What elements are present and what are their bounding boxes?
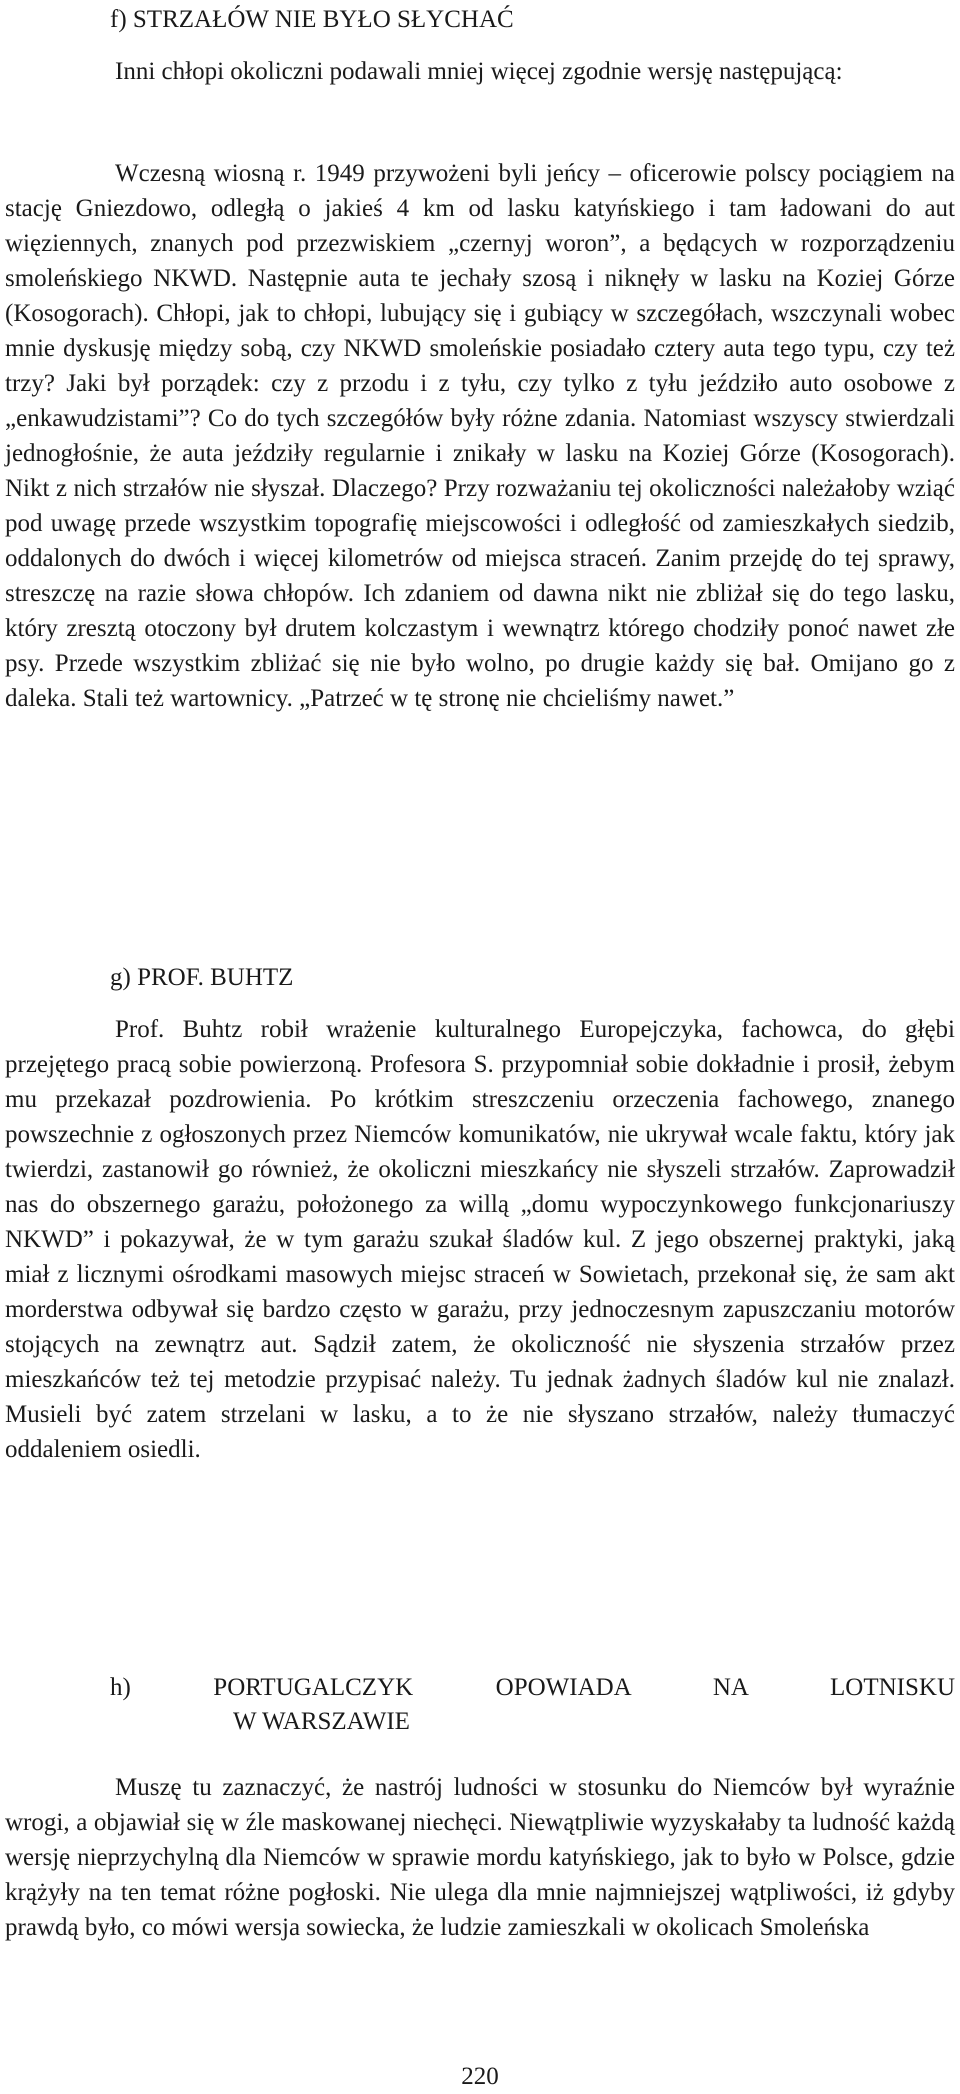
page-number: 220 — [461, 2063, 499, 2090]
section-g-heading: g) PROF. BUHTZ — [110, 964, 294, 991]
section-h-heading: h) PORTUGALCZYK OPOWIADA NA LOTNISKU — [110, 1674, 955, 1701]
section-h-body: Muszę tu zaznaczyć, że nastrój ludności w stosunku do Niemców był wyraźnie wrogi, a objawiał się w źle maskowanej niechęci. Niewątpliwie wyzyskałaby ta ludność każdą wersję nieprzychylną dla Niemców w sprawie mordu katyńskiego, jak to było w Polsce, gdzie krążyły na ten temat różne pogłoski. Nie ulega dla mnie najmniejszej wątpliwości, iż gdyby prawdą było, co mówi wersja sowiecka, że ludzie zamieszkali w okolicach Smoleńska — [5, 1774, 955, 1941]
section-h-heading-line2: W WARSZAWIE — [233, 1708, 410, 1735]
section-f-body: Wczesną wiosną r. 1949 przywożeni byli jeńcy – oficerowie polscy pociągiem na stację Gniezdowo, odległą o jakieś 4 km od lasku katyńskiego i tam ładowani do aut więziennych, znanych pod przezwiskiem „czernyj woron”, a będących w rozporządzeniu smoleńskiego NKWD. Następnie auta te jechały szosą i niknęły w lasku na Koziej Górze (Kosogorach). Chłopi, jak to chłopi, lubujący się i gubiący w szczegółach, wszczynali wobec mnie dyskusję między sobą, czy NKWD smoleńskie posiadało cztery auta tego typu, czy też trzy? Jaki był porządek: czy z przodu i z tyłu, czy tylko z tyłu jeździło auto osobowe z „enkawudzistami”? Co do tych szczegółów były różne zdania. Natomiast wszyscy stwierdzali jednogłośnie, że auta jeździły regularnie i znikały w lasku na Koziej Górze (Kosogorach). Nikt z nich strzałów nie słyszał. Dlaczego? Przy rozważaniu tej okoliczności należałoby wziąć pod uwagę przede wszystkim topografię miejscowości i odległość od zamieszkałych siedzib, oddalonych do dwóch i więcej kilometrów od miejsca straceń. Zanim przejdę do tej sprawy, streszczę na razie słowa chłopów. Ich zdaniem od dawna nikt nie zbliżał się do tego lasku, który zresztą otoczony był drutem kolczastym i wewnątrz którego chodziły ponoć nawet złe psy. Przede wszystkim zbliżać się nie było wolno, po drugie każdy się bał. Omijano go z daleka. Stali też wartownicy. „Patrzeć w tę stronę nie chcieliśmy nawet.” — [5, 160, 955, 712]
section-g-body: Prof. Buhtz robił wrażenie kulturalnego Europejczyka, fachowca, do głębi przejętego pracą sobie powierzoną. Profesora S. przypomniał sobie dokładnie i prosił, żebym mu przekazał pozdrowienia. Po krótkim streszczeniu orzeczenia fachowego, znanego powszechnie z ogłoszonych przez Niemców komunikatów, nie ukrywał wcale faktu, który jak twierdzi, zastanowił go również, że okoliczni mieszkańcy nie słyszeli strzałów. Zaprowadził nas do obszernego garażu, położonego za willą „domu wypoczynkowego funkcjonariuszy NKWD” i pokazywał, że w tym garażu szukał śladów kul. Z jego obszernej praktyki, jaką miał z licznymi ośrodkami masowych miejsc straceń w Sowietach, przekonał się, że sam akt morderstwa odbywał się bardzo często w garażu, przy jednoczesnym zapuszczaniu motorów stojących na zewnątrz aut. Sądził zatem, że okoliczność nie słyszenia strzałów przez mieszkańców też tej metodzie przypisać należy. Tu jednak żadnych śladów kul nie znalazł. Musieli być zatem strzelani w lasku, a to że nie słyszano strzałów, należy tłumaczyć oddaleniem osiedli. — [5, 1016, 955, 1463]
section-f-heading: f) STRZAŁÓW NIE BYŁO SŁYCHAĆ — [110, 6, 514, 33]
section-f-intro: Inni chłopi okoliczni podawali mniej więcej zgodnie wersję następującą: — [115, 58, 843, 85]
